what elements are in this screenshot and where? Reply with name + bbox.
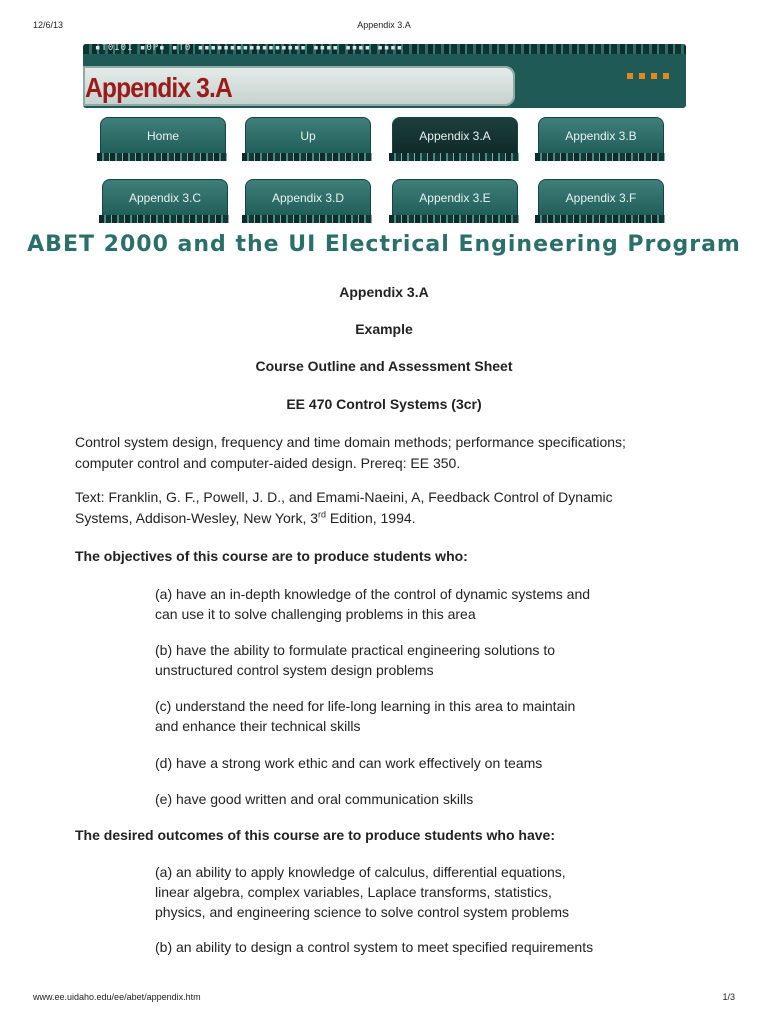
- nav-appendix-3b-button[interactable]: [535, 117, 665, 161]
- outcome-a: [155, 862, 675, 922]
- nav-button-base: [389, 215, 519, 223]
- nav-appendix-3d-label[interactable]: Appendix 3.D: [245, 179, 371, 217]
- course-description: [75, 432, 715, 474]
- nav-appendix-3f-label[interactable]: Appendix 3.F: [538, 179, 664, 217]
- banner-title: Appendix 3.A: [85, 72, 232, 103]
- nav-appendix-3c-button[interactable]: [99, 179, 229, 223]
- print-footer: [0, 992, 768, 1006]
- objective-a: [155, 584, 675, 624]
- nav-up-button[interactable]: [242, 117, 372, 161]
- objective-d: [155, 753, 675, 773]
- nav-appendix-3a-label[interactable]: Appendix 3.A: [392, 117, 518, 155]
- nav-button-base: [535, 215, 665, 223]
- outline-title: Course Outline and Assessment Sheet: [255, 358, 513, 374]
- nav-button-base: [97, 153, 227, 161]
- nav-appendix-3e-button[interactable]: [389, 179, 519, 223]
- objective-b: [155, 640, 675, 680]
- nav-appendix-3a-button[interactable]: [389, 117, 519, 161]
- site-heading: ABET 2000 and the UI Electrical Engineering Program: [27, 232, 741, 257]
- nav-button-base: [535, 153, 665, 161]
- nav-button-base: [99, 215, 229, 223]
- banner-dots: [627, 66, 686, 74]
- nav-up-label[interactable]: Up: [245, 117, 371, 155]
- description-line-2: computer control and computer-aided design. Prereq: EE 350.: [75, 455, 461, 471]
- objective-e-line-1: (e) have good written and oral communication skills: [155, 791, 474, 807]
- print-header: [0, 20, 768, 34]
- banner-title-panel: [83, 66, 515, 106]
- nav-button-base: [242, 153, 372, 161]
- print-page-number: 1/3: [722, 992, 735, 1002]
- course-title: EE 470 Control Systems (3cr): [286, 396, 482, 412]
- print-date: 12/6/13: [33, 20, 64, 30]
- text-line-2: [75, 508, 715, 529]
- nav-appendix-3f-button[interactable]: [535, 179, 665, 223]
- objective-c-line-2: and enhance their technical skills: [155, 718, 361, 734]
- objective-b-line-2: unstructured control system design problems: [155, 662, 434, 678]
- objectives-heading: The objectives of this course are to produce students who:: [75, 548, 468, 564]
- nav-appendix-3b-label[interactable]: Appendix 3.B: [538, 117, 664, 155]
- banner-strip-text: ▪T0I0I ▪0P▪ ▪T0 ▪▪▪▪▪▪▪▪▪▪▪▪▪▪▪▪▪ ▪▪▪▪ ▪▪▪▪ ▪▪▪▪: [95, 44, 404, 53]
- site-banner: [83, 44, 686, 108]
- outcomes-heading: The desired outcomes of this course are to produce students who have:: [75, 827, 555, 843]
- objective-b-line-1: (b) have the ability to formulate practical engineering solutions to: [155, 642, 555, 658]
- print-title: Appendix 3.A: [357, 20, 411, 30]
- outcome-b: [155, 937, 675, 957]
- nav-home-button[interactable]: [97, 117, 227, 161]
- nav-button-base: [242, 215, 372, 223]
- nav-appendix-3c-label[interactable]: Appendix 3.C: [102, 179, 228, 217]
- text-line-2-b: Edition, 1994.: [326, 510, 416, 526]
- outcome-a-line-1: (a) an ability to apply knowledge of calculus, differential equations,: [155, 864, 566, 880]
- appendix-label: Appendix 3.A: [339, 284, 429, 300]
- objective-e: [155, 789, 675, 809]
- description-line-1: Control system design, frequency and time domain methods; performance specifications;: [75, 434, 626, 450]
- outcome-a-line-2: linear algebra, complex variables, Laplace transforms, statistics,: [155, 884, 552, 900]
- nav-home-label[interactable]: Home: [100, 117, 226, 155]
- nav-button-base: [389, 153, 519, 161]
- objective-a-line-2: can use it to solve challenging problems in this area: [155, 606, 476, 622]
- example-label: Example: [355, 321, 413, 337]
- objective-c: [155, 696, 675, 736]
- textbook-reference: [75, 487, 715, 529]
- outcome-b-line-1: (b) an ability to design a control system to meet specified requirements: [155, 939, 594, 955]
- text-line-2-a: Systems, Addison-Wesley, New York, 3: [75, 510, 319, 526]
- objective-a-line-1: (a) have an in-depth knowledge of the control of dynamic systems and: [155, 586, 591, 602]
- text-line-1: Text: Franklin, G. F., Powell, J. D., and Emami-Naeini, A, Feedback Control of Dynamic: [75, 489, 613, 505]
- banner-strip: [83, 44, 686, 54]
- nav-appendix-3e-label[interactable]: Appendix 3.E: [392, 179, 518, 217]
- text-line-2-sup: rd: [318, 509, 327, 520]
- outcome-a-line-3: physics, and engineering science to solve control system problems: [155, 904, 569, 920]
- objective-c-line-1: (c) understand the need for life-long learning in this area to maintain: [155, 698, 576, 714]
- objective-d-line-1: (d) have a strong work ethic and can work effectively on teams: [155, 755, 543, 771]
- print-url: www.ee.uidaho.edu/ee/abet/appendix.htm: [33, 992, 201, 1002]
- nav-appendix-3d-button[interactable]: [242, 179, 372, 223]
